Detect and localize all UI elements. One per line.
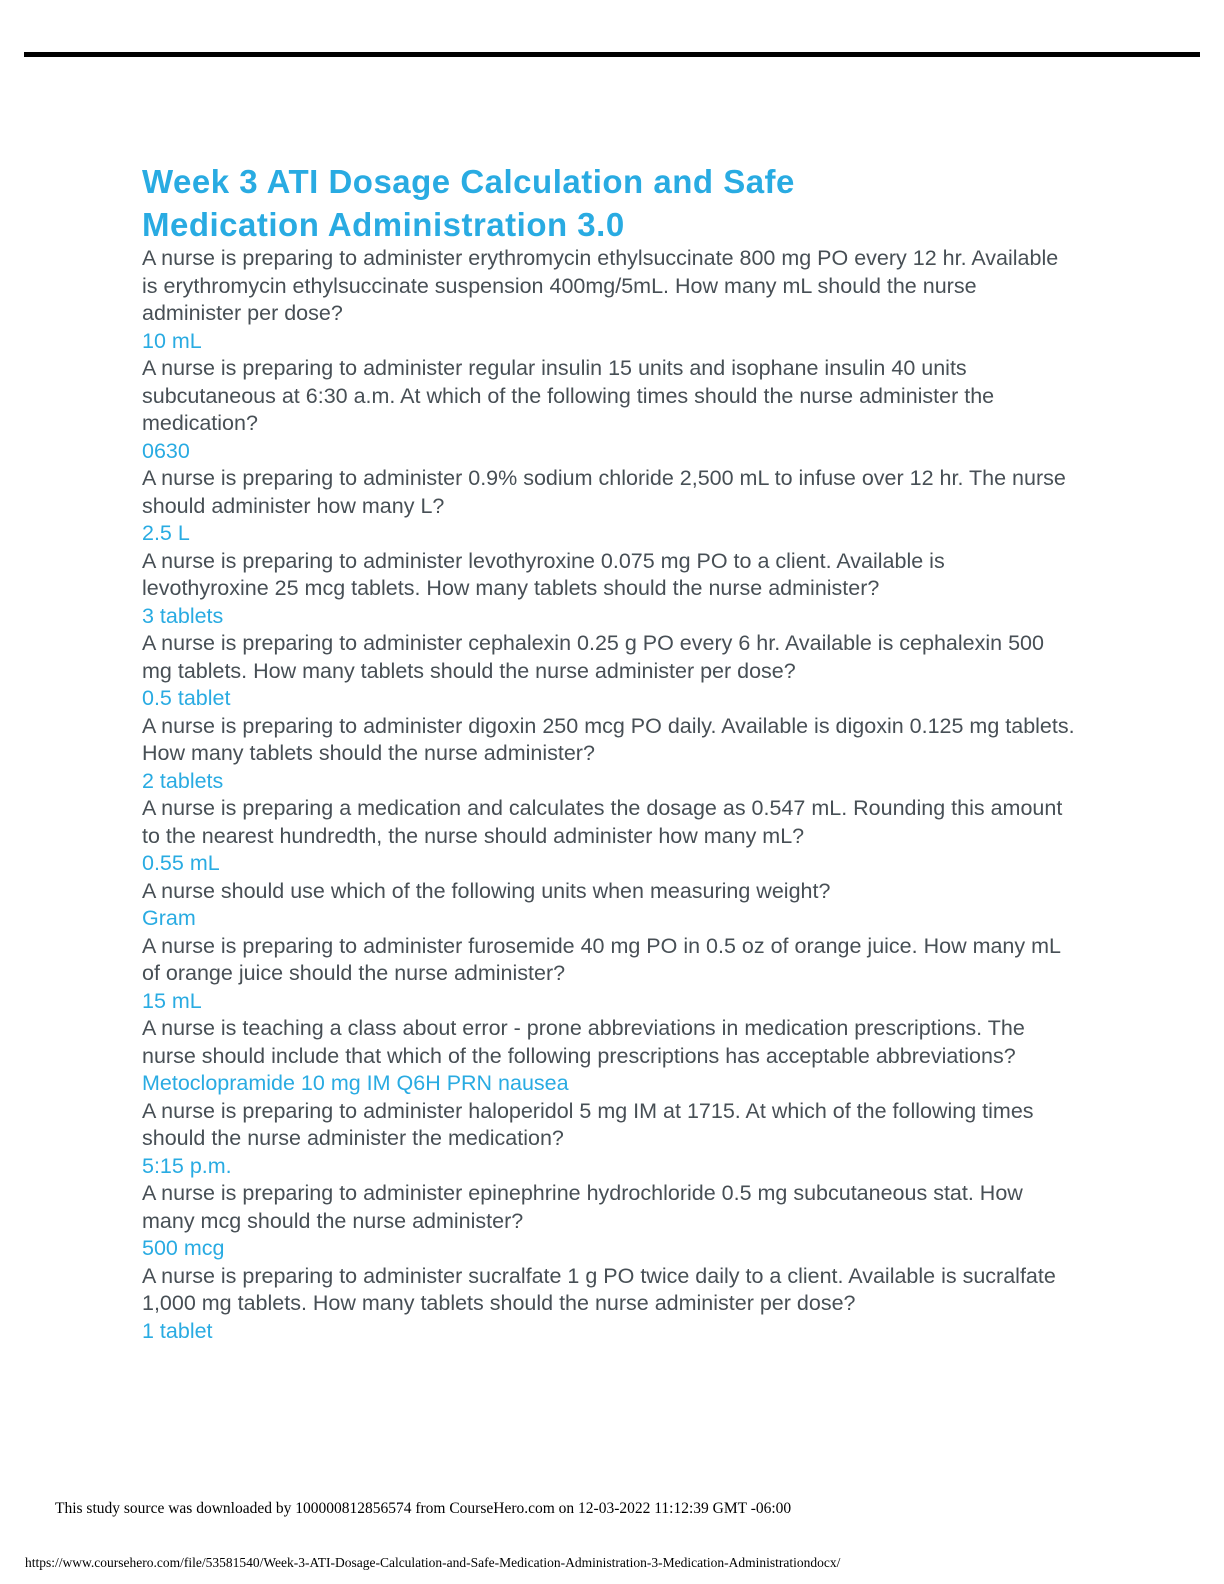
question-text: A nurse is preparing to administer regular insulin 15 units and isophane insulin 40 units subcutaneous at 6:30 a.m. At which of the following times should the nurse administer the medication?	[142, 356, 995, 435]
answer-text: Gram	[142, 906, 196, 930]
answer-text: 15 mL	[142, 988, 202, 1013]
qa-item	[142, 1263, 1077, 1346]
qa-item	[142, 1015, 1077, 1098]
question-text: A nurse is preparing to administer erythromycin ethylsuccinate 800 mg PO every 12 hr. Available is erythromycin ethylsuccinate suspension 400mg/5mL. How many mL should the nurse administer per dose?	[142, 246, 1059, 325]
qa-item	[142, 245, 1077, 355]
source-url-link[interactable]: https://www.coursehero.com/file/53581540/Week-3-ATI-Dosage-Calculation-and-Safe-Medication-Administration-3-Medication-Administrationdocx/	[25, 1555, 841, 1570]
qa-item	[142, 795, 1077, 878]
answer-text: 500 mcg	[142, 1236, 225, 1260]
question-text: A nurse is preparing to administer levothyroxine 0.075 mg PO to a client. Available is levothyroxine 25 mcg tablets. How many tablets should the nurse administer?	[142, 548, 945, 600]
question-text: A nurse is teaching a class about error - prone abbreviations in medication prescriptions. The nurse should include that which of the following prescriptions has acceptable abbreviations?	[142, 1016, 1025, 1068]
answer-text: 10 mL	[142, 328, 202, 353]
download-attribution: This study source was downloaded by 100000812856574 from CourseHero.com on 12-03-2022 11:12:39 GMT -06:00	[55, 1500, 792, 1517]
answer-text: 1 tablet	[142, 1318, 213, 1343]
question-text: A nurse is preparing to administer cephalexin 0.25 g PO every 6 hr. Available is cephalexin 500 mg tablets. How many tablets should the nurse administer per dose?	[142, 631, 1044, 683]
question-text: A nurse should use which of the following units when measuring weight?	[142, 878, 831, 903]
question-text: A nurse is preparing to administer epinephrine hydrochloride 0.5 mg subcutaneous stat. How many mcg should the nurse administer?	[142, 1181, 1023, 1233]
answer-text: Metoclopramide 10 mg IM Q6H PRN nausea	[142, 1071, 569, 1095]
question-text: A nurse is preparing to administer furosemide 40 mg PO in 0.5 oz of orange juice. How many mL of orange juice should the nurse administer?	[142, 933, 1061, 985]
top-rule-divider	[24, 52, 1200, 57]
answer-text: 2.5 L	[142, 521, 190, 545]
qa-content	[142, 245, 1077, 1345]
qa-item	[142, 355, 1077, 465]
qa-item	[142, 878, 1077, 933]
answer-text: 2 tablets	[142, 768, 224, 793]
answer-text: 5:15 p.m.	[142, 1153, 232, 1178]
answer-text: 0630	[142, 438, 190, 463]
answer-text: 3 tablets	[142, 603, 224, 628]
question-text: A nurse is preparing to administer sucralfate 1 g PO twice daily to a client. Available is sucralfate 1,000 mg tablets. How many tablets should the nurse administer per dose?	[142, 1263, 1056, 1315]
question-text: A nurse is preparing a medication and calculates the dosage as 0.547 mL. Rounding this amount to the nearest hundredth, the nurse should administer how many mL?	[142, 796, 1063, 848]
question-text: A nurse is preparing to administer 0.9% sodium chloride 2,500 mL to infuse over 12 hr. The nurse should administer how many L?	[142, 466, 1066, 518]
qa-item	[142, 1180, 1077, 1263]
qa-item	[142, 713, 1077, 796]
qa-item	[142, 1098, 1077, 1181]
answer-text: 0.55 mL	[142, 851, 220, 875]
page-title: Week 3 ATI Dosage Calculation and Safe Medication Administration 3.0	[142, 163, 795, 244]
qa-item	[142, 630, 1077, 713]
question-text: A nurse is preparing to administer digoxin 250 mcg PO daily. Available is digoxin 0.125 mg tablets. How many tablets should the nurse administer?	[142, 713, 1075, 765]
answer-text: 0.5 tablet	[142, 686, 231, 710]
qa-item	[142, 933, 1077, 1016]
qa-item	[142, 548, 1077, 631]
qa-item	[142, 465, 1077, 548]
question-text: A nurse is preparing to administer haloperidol 5 mg IM at 1715. At which of the following times should the nurse administer the medication?	[142, 1098, 1034, 1150]
